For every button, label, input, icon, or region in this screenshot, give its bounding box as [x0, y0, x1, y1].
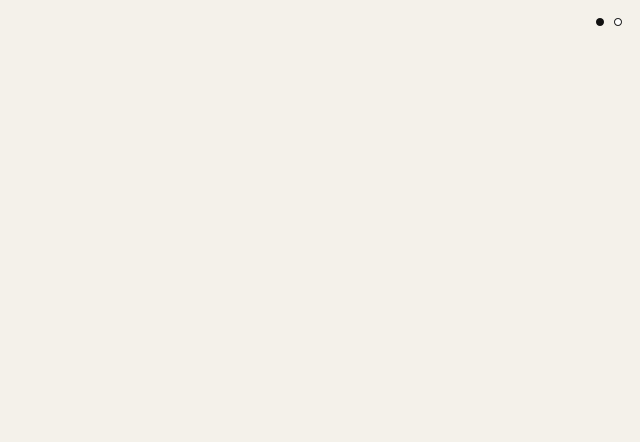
legend-closed — [596, 18, 606, 26]
legend — [596, 18, 624, 26]
open-hole-icon — [614, 18, 622, 26]
legend-open — [614, 18, 624, 26]
closed-hole-icon — [596, 18, 604, 26]
